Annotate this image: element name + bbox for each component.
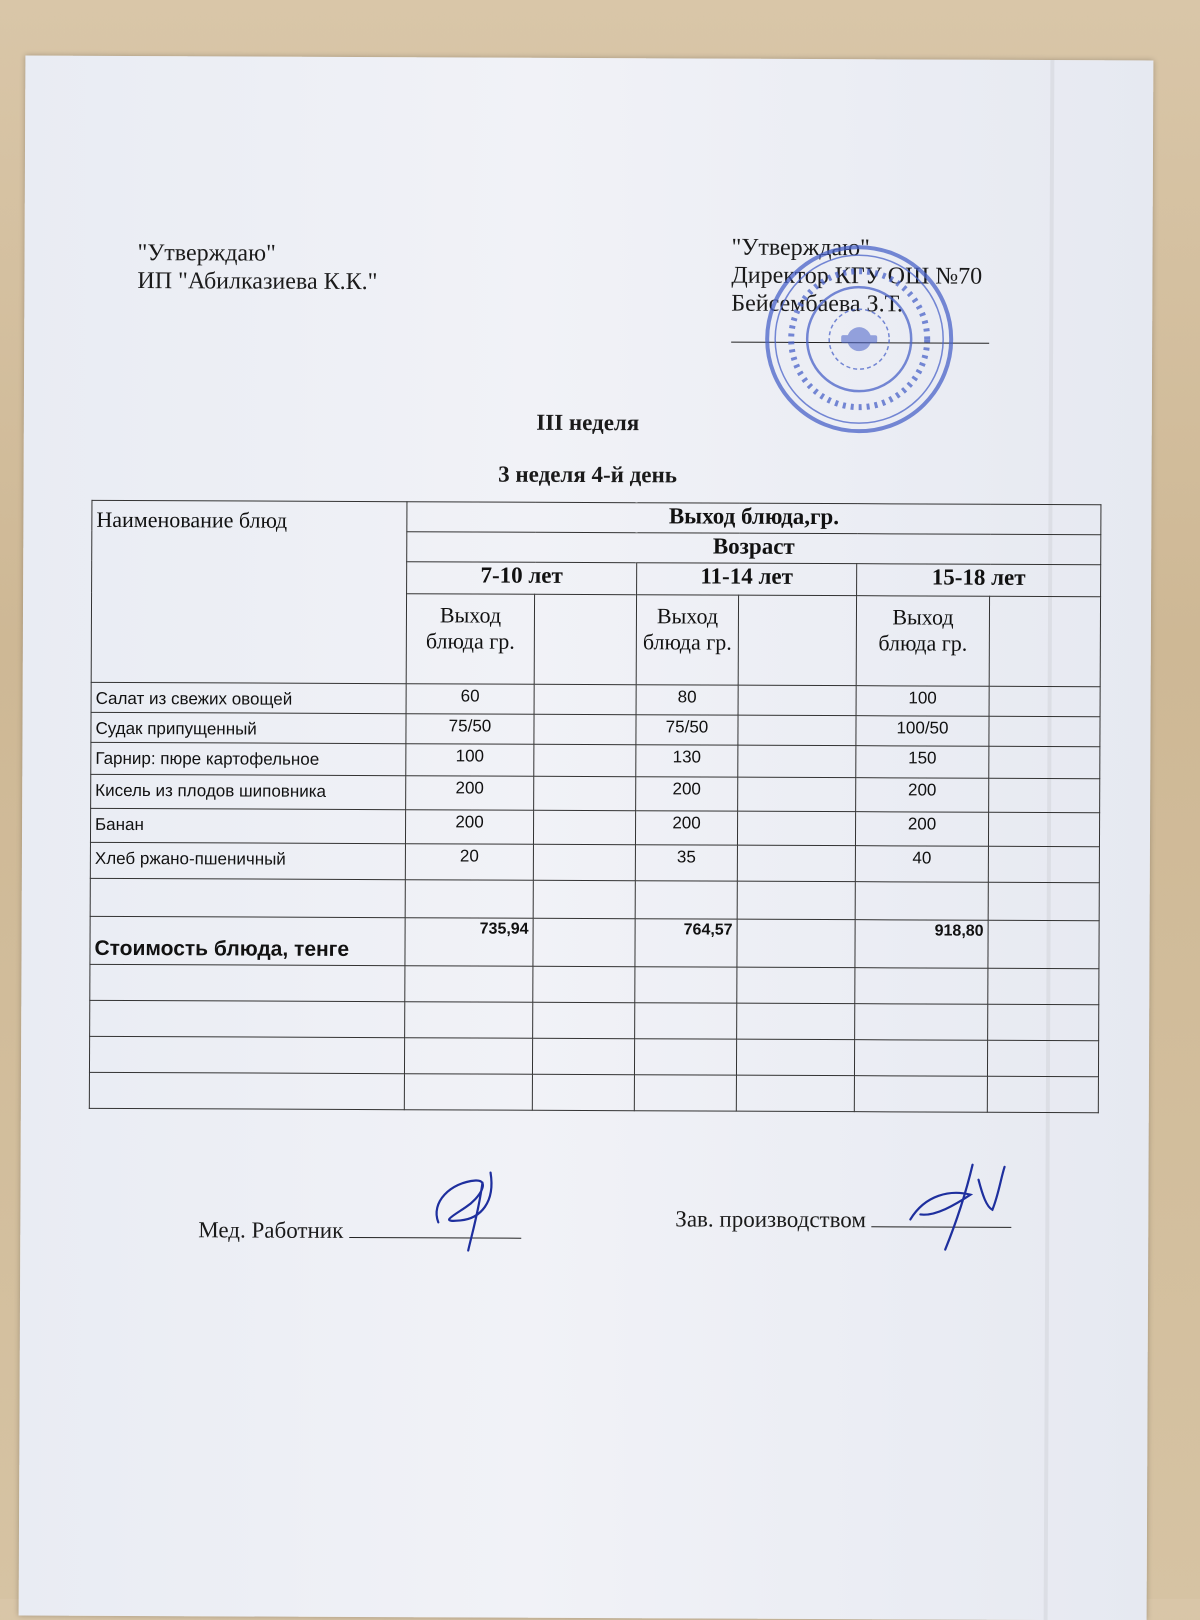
empty-cell xyxy=(738,715,856,746)
week-title: III неделя xyxy=(536,409,640,436)
empty-cell xyxy=(533,966,635,1002)
empty-cell xyxy=(533,844,635,880)
dish-value: 200 xyxy=(636,777,738,811)
document-page xyxy=(19,56,1154,1620)
dish-value: 200 xyxy=(855,812,988,847)
dish-name: Банан xyxy=(90,808,405,843)
empty-cell xyxy=(855,968,988,1005)
cost-value: 764,57 xyxy=(635,919,737,967)
approval-left-org: ИП "Абилказиева К.К." xyxy=(137,268,378,296)
round-seal-stamp xyxy=(759,239,960,440)
dish-value: 20 xyxy=(405,844,533,881)
empty-cell xyxy=(404,1038,532,1075)
output-header: Выход блюда,гр. xyxy=(407,502,1101,535)
day-title: 3 неделя 4-й день xyxy=(498,461,678,488)
empty-cell xyxy=(405,966,533,1003)
menu-table xyxy=(89,500,1102,1113)
dish-name: Хлеб ржано-пшеничный xyxy=(90,842,405,879)
empty-cell xyxy=(736,1039,854,1076)
empty-cell xyxy=(89,1072,404,1109)
empty-cell xyxy=(989,686,1100,716)
empty-cell xyxy=(635,1003,737,1039)
empty-cell xyxy=(855,1004,988,1041)
empty-cell xyxy=(737,919,855,968)
dish-value: 100 xyxy=(856,686,989,717)
table-row xyxy=(91,774,1100,812)
approval-right-name: Бейсембаева З.Т. xyxy=(731,290,903,318)
empty-cell xyxy=(405,1002,533,1039)
sub-header-output: Выход блюда гр. xyxy=(636,595,738,685)
dish-value: 40 xyxy=(855,846,988,883)
dish-value: 60 xyxy=(406,684,534,715)
empty-cell xyxy=(988,812,1099,846)
empty-cell xyxy=(989,778,1100,812)
empty-cell xyxy=(534,594,636,684)
dish-name-header: Наименование блюд xyxy=(91,500,407,683)
table-row xyxy=(90,808,1099,846)
empty-cell xyxy=(737,1003,855,1040)
sub-header-output: Выход блюда гр. xyxy=(406,594,534,685)
empty-cell xyxy=(635,967,737,1003)
empty-cell xyxy=(988,1004,1099,1040)
dish-value: 75/50 xyxy=(636,715,738,745)
dish-name: Судак припущенный xyxy=(91,712,406,743)
empty-cell xyxy=(854,1040,987,1077)
approval-right-title: "Утверждаю" xyxy=(731,234,870,262)
empty-cell xyxy=(635,881,737,919)
empty-cell xyxy=(854,1076,987,1113)
empty-cell xyxy=(988,968,1099,1004)
empty-cell xyxy=(737,845,855,882)
age-header: Возраст xyxy=(407,532,1101,565)
med-worker-label: Мед. Работник xyxy=(198,1217,344,1243)
empty-cell xyxy=(634,1039,736,1075)
dish-value: 200 xyxy=(856,778,989,813)
empty-cell xyxy=(738,745,856,778)
dish-value: 75/50 xyxy=(406,714,534,745)
empty-cell xyxy=(533,810,635,844)
table-row xyxy=(91,742,1100,778)
empty-cell xyxy=(988,846,1099,882)
dish-name: Гарнир: пюре картофельное xyxy=(91,742,406,775)
empty-cell xyxy=(988,882,1099,920)
dish-value: 200 xyxy=(635,811,737,845)
empty-cell xyxy=(404,1074,532,1111)
dish-value: 150 xyxy=(856,746,989,779)
empty-cell xyxy=(738,595,856,686)
table-row xyxy=(91,682,1100,716)
cost-row xyxy=(90,916,1099,968)
approval-left-title: "Утверждаю" xyxy=(137,240,276,267)
empty-cell xyxy=(534,744,636,776)
empty-cell xyxy=(988,920,1099,968)
dish-value: 35 xyxy=(635,845,737,881)
dish-name: Салат из свежих овощей xyxy=(91,682,406,713)
age-group-11-14: 11-14 лет xyxy=(637,563,857,596)
empty-cell xyxy=(737,811,855,846)
empty-cell xyxy=(90,878,405,917)
empty-cell xyxy=(532,1038,634,1074)
empty-cell xyxy=(736,1075,854,1112)
age-group-15-18: 15-18 лет xyxy=(857,564,1101,597)
age-group-7-10: 7-10 лет xyxy=(407,562,637,595)
empty-cell xyxy=(532,1074,634,1110)
dish-value: 100/50 xyxy=(856,716,989,747)
empty-cell xyxy=(737,967,855,1004)
empty-cell xyxy=(89,1036,404,1073)
table-row xyxy=(90,878,1099,920)
empty-cell xyxy=(90,964,405,1001)
empty-cell xyxy=(989,746,1100,778)
empty-cell xyxy=(989,596,1100,686)
dish-value: 100 xyxy=(406,744,534,777)
empty-cell xyxy=(534,684,636,714)
dish-name: Кисель из плодов шиповника xyxy=(91,774,406,809)
empty-cell xyxy=(534,714,636,744)
empty-cell xyxy=(987,1076,1098,1112)
table-row xyxy=(91,712,1100,746)
cost-value: 918,80 xyxy=(855,920,988,969)
empty-cell xyxy=(405,880,533,919)
empty-cell xyxy=(987,1040,1098,1076)
empty-cell xyxy=(533,918,635,966)
dish-value: 200 xyxy=(406,776,534,811)
med-worker-signature xyxy=(420,1162,530,1252)
dish-value: 130 xyxy=(636,745,738,777)
empty-cell xyxy=(738,685,856,716)
dish-value: 80 xyxy=(636,685,738,715)
empty-cell xyxy=(634,1075,736,1111)
table-row xyxy=(90,842,1099,882)
empty-cell xyxy=(533,880,635,918)
empty-cell xyxy=(989,716,1100,746)
approval-left xyxy=(137,239,377,296)
empty-cell xyxy=(738,777,856,812)
cost-label: Стоимость блюда, тенге xyxy=(90,916,405,965)
empty-cell xyxy=(855,882,988,921)
empty-cell xyxy=(534,776,636,810)
production-head-signature xyxy=(900,1154,1020,1255)
cost-value: 735,94 xyxy=(405,918,533,967)
dish-value: 200 xyxy=(405,810,533,845)
empty-cell xyxy=(737,881,855,920)
production-head-label: Зав. производством xyxy=(675,1206,867,1233)
sub-header-output: Выход блюда гр. xyxy=(856,596,989,687)
approval-right-position: Директор КГУ ОШ №70 xyxy=(731,262,983,290)
empty-cell xyxy=(533,1002,635,1038)
empty-cell xyxy=(90,1000,405,1037)
